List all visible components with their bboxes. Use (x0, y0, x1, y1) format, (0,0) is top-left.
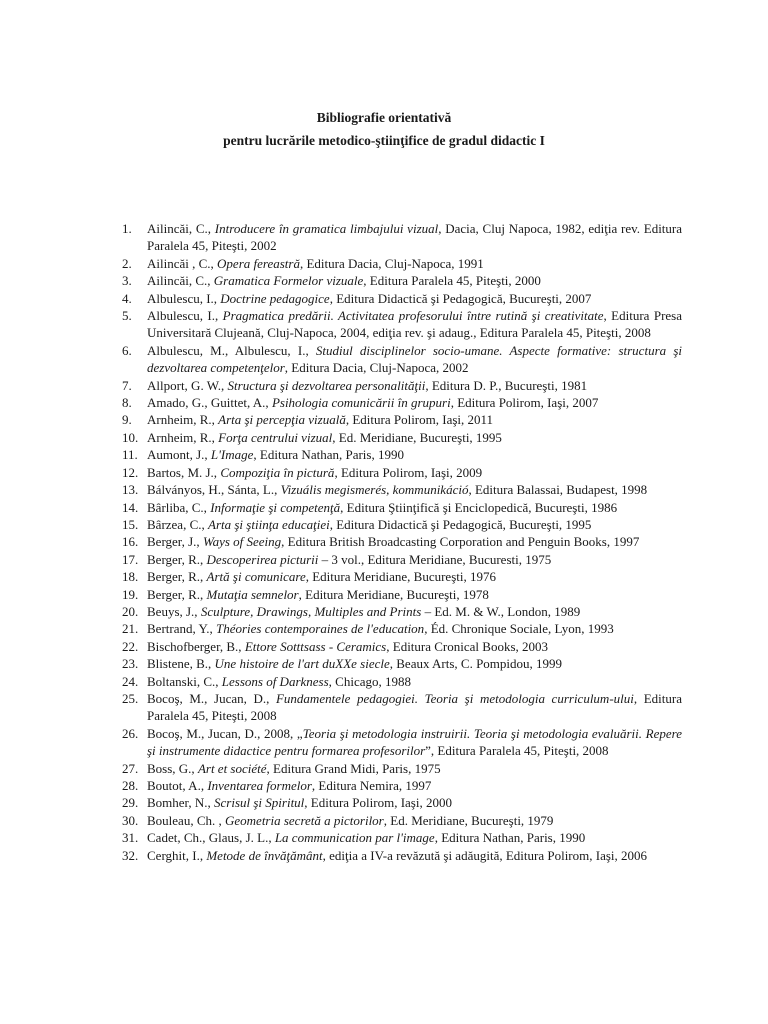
entry-text (147, 481, 682, 498)
entry-number: 27. (122, 760, 139, 776)
bibliography-entry (122, 377, 682, 394)
entry-author: Bârliba, C., (147, 499, 211, 515)
entry-number: 11. (122, 447, 138, 463)
bibliography-entry (122, 638, 682, 655)
document-title: Bibliografie orientativă (316, 110, 452, 125)
entry-number: 20. (122, 603, 139, 619)
entry-details: , Chicago, 1988 (328, 673, 411, 689)
entry-number: 2. (122, 255, 132, 271)
entry-number: 6. (122, 342, 132, 358)
entry-author: Ailincăi, C., (147, 221, 215, 236)
entry-author: Arnheim, R., (147, 429, 219, 445)
bibliography-entry (122, 794, 682, 811)
entry-text (147, 411, 682, 428)
entry-details: , Editura Didactică şi Pedagogică, Bucureşti, 2007 (329, 290, 592, 306)
bibliography-entry (122, 429, 682, 446)
entry-text (147, 220, 682, 255)
entry-details: , Éd. Chronique Sociale, Lyon, 1993 (424, 621, 614, 637)
entry-title: Opera fereastră (217, 255, 300, 271)
bibliography-entry (122, 586, 682, 603)
entry-number: 26. (122, 725, 139, 741)
entry-number: 29. (122, 795, 139, 811)
entry-details: , Editura Meridiane, Bucureşti, 1978 (298, 586, 489, 602)
entry-text (147, 255, 682, 272)
entry-text (147, 533, 682, 550)
entry-number: 13. (122, 482, 139, 498)
entry-author: Cadet, Ch., Glaus, J. L., (147, 830, 275, 846)
entry-text (147, 620, 682, 637)
bibliography-entry (122, 690, 682, 725)
entry-title: Lessons of Darkness (221, 673, 329, 689)
entry-details: , Editura Nemira, 1997 (311, 778, 432, 793)
entry-text (147, 655, 682, 672)
entry-number: 21. (122, 621, 139, 637)
bibliography-entry (122, 446, 682, 463)
bibliography-entry (122, 725, 682, 760)
entry-text (147, 446, 682, 463)
entry-text (147, 777, 682, 794)
entry-text (147, 516, 682, 533)
entry-author: Ailincăi , C., (147, 255, 218, 271)
entry-number: 5. (122, 308, 132, 324)
bibliography-entry (122, 464, 682, 481)
entry-title: Structura şi dezvoltarea personalităţii (227, 377, 426, 393)
entry-number: 14. (122, 499, 139, 515)
entry-details: , Editura Nathan, Paris, 1990 (434, 830, 586, 846)
bibliography-entry (122, 620, 682, 637)
entry-details: , Editura Polirom, Iaşi, 2007 (450, 395, 599, 411)
bibliography-entry (122, 551, 682, 568)
entry-author: Boutot, A., (147, 778, 208, 793)
entry-author: Berger, R., (147, 551, 207, 567)
bibliography-entry (122, 272, 682, 289)
bibliography-entry (122, 220, 682, 255)
entry-text (147, 673, 682, 690)
entry-details: , Editura Dacia, Cluj-Napoca, 1991 (299, 255, 484, 271)
entry-number: 31. (122, 830, 139, 846)
entry-number: 3. (122, 273, 132, 289)
entry-title: Gramatica Formelor vizuale (213, 273, 364, 289)
entry-text (147, 394, 682, 411)
entry-title: Scrisul şi Spiritul (214, 795, 305, 811)
entry-title: Art et société (197, 760, 267, 776)
entry-title: Teoria şi metodologia instruirii. Teoria şi metodologia evaluării. Repere şi instrumente didactice pentru formarea profesorilor (147, 725, 682, 759)
bibliography-entry (122, 411, 682, 428)
bibliography-entry (122, 342, 682, 377)
bibliography-entry (122, 829, 682, 846)
entry-title: Fundamentele pedagogiei. Teoria şi metodologia curriculum-ului (275, 690, 634, 706)
entry-text (147, 638, 682, 655)
entry-text (147, 568, 682, 585)
bibliography-entry (122, 499, 682, 516)
bibliography-entry (122, 255, 682, 272)
entry-text (147, 464, 682, 481)
entry-author: Bartos, M. J., (147, 464, 221, 480)
entry-details: , Editura Polirom, Iaşi, 2011 (345, 412, 494, 428)
entry-author: Berger, J., (147, 534, 203, 550)
entry-number: 32. (122, 847, 139, 863)
entry-details: , Editura Grand Midi, Paris, 1975 (266, 760, 441, 776)
entry-details: , Editura Dacia, Cluj-Napoca, 2002 (284, 360, 469, 376)
entry-title: Vizuális megismerés, kommunikáció (280, 482, 469, 498)
entry-details: , Ed. Meridiane, Bucureşti, 1995 (332, 429, 502, 445)
entry-title: Compoziţia în pictură (220, 464, 335, 480)
entry-author: Ailincăi, C., (147, 273, 214, 289)
entry-details: , Editura British Broadcasting Corporation and Penguin Books, 1997 (281, 534, 640, 550)
entry-title: Introducere în gramatica limbajului vizual (214, 221, 439, 236)
bibliography-entry (122, 760, 682, 777)
entry-number: 9. (122, 412, 132, 428)
entry-number: 15. (122, 516, 139, 532)
entry-details: , Ed. Meridiane, Bucureşti, 1979 (383, 812, 554, 828)
entry-author: Allport, G. W., (147, 377, 228, 393)
entry-details: – 3 vol., Editura Meridiane, Bucuresti, 1975 (318, 551, 552, 567)
bibliography-entry (122, 655, 682, 672)
bibliography-entry (122, 516, 682, 533)
entry-author: Bomher, N., (147, 795, 214, 811)
bibliography-entry (122, 290, 682, 307)
entry-number: 18. (122, 569, 139, 585)
entry-title: Geometria secretă a pictorilor (225, 812, 384, 828)
entry-author: Bârzea, C., (147, 516, 209, 532)
entry-details: ”, Editura Paralela 45, Piteşti, 2008 (425, 743, 609, 759)
entry-text (147, 794, 682, 811)
entry-number: 24. (122, 673, 139, 689)
bibliography-entry (122, 568, 682, 585)
entry-number: 23. (122, 656, 139, 672)
entry-text (147, 377, 682, 394)
document-subtitle: pentru lucrările metodico-ştiinţifice de gradul didactic I (223, 133, 545, 148)
entry-details: , Dacia, Cluj Napoca, 1982, ediţia rev. Editura Paralela 45, Piteşti, 2002 (147, 221, 683, 254)
entry-number: 7. (122, 377, 132, 393)
entry-text (147, 551, 682, 568)
entry-title: Metode de învăţământ (206, 847, 323, 863)
entry-number: 19. (122, 586, 139, 602)
entry-title: Pragmatica predării. Activitatea profesorului între rutină şi creativitate (222, 308, 604, 324)
entry-title: Une histoire de l'art duXXe siecle (214, 656, 390, 672)
entry-number: 25. (122, 690, 139, 706)
bibliography-list (122, 220, 682, 864)
entry-author: Boss, G., (147, 760, 198, 776)
entry-title: Informaţie şi competenţă (210, 499, 341, 515)
entry-author: Bertrand, Y., (147, 621, 216, 637)
entry-number: 4. (122, 290, 132, 306)
entry-author: Albulescu, M., Albulescu, I., (147, 342, 316, 358)
entry-text (147, 499, 682, 516)
entry-details: , Editura Paralela 45, Piteşti, 2000 (363, 273, 541, 289)
entry-title: Mutaţia semnelor (206, 586, 299, 602)
bibliography-entry (122, 307, 682, 342)
entry-author: Bocoş, M., Jucan, D., (147, 690, 276, 706)
entry-author: Bischofberger, B., (147, 638, 245, 654)
entry-author: Arnheim, R., (147, 412, 219, 428)
entry-text (147, 812, 682, 829)
entry-text (147, 429, 682, 446)
entry-title: Arta şi ştiinţa educaţiei (208, 516, 330, 532)
bibliography-entry (122, 812, 682, 829)
entry-title: Inventarea formelor (207, 778, 312, 793)
entry-title: Arta şi percepţia vizuală (218, 412, 346, 428)
entry-title: Studiul disciplinelor socio-umane. Aspecte formative: structura şi dezvoltarea competenţelor (147, 342, 682, 376)
entry-details: , Editura Didactică şi Pedagogică, Bucureşti, 1995 (329, 516, 592, 532)
entry-number: 30. (122, 812, 139, 828)
entry-details: , Editura Ştiinţifică şi Enciclopedică, Bucureşti, 1986 (340, 499, 618, 515)
entry-author: Albulescu, I., (147, 290, 221, 306)
entry-title: Ettore Sotttsass - Ceramics (244, 638, 387, 654)
entry-text (147, 760, 682, 777)
entry-title: Théories contemporaines de l'education (215, 621, 425, 637)
entry-number: 16. (122, 534, 139, 550)
entry-title: Doctrine pedagogice (220, 290, 330, 306)
entry-details: , Editura Meridiane, Bucureşti, 1976 (305, 569, 496, 585)
bibliography-entry (122, 481, 682, 498)
entry-details: , Editura Polirom, Iaşi, 2000 (304, 795, 452, 811)
entry-details: , ediţia a IV-a revăzută şi adăugită, Editura Polirom, Iaşi, 2006 (322, 847, 648, 863)
entry-author: Amado, G., Guittet, A., (147, 395, 272, 411)
entry-title: Ways of Seeing (202, 534, 282, 550)
entry-number: 8. (122, 395, 132, 411)
entry-author: Berger, R., (147, 586, 207, 602)
entry-details: , Editura Presa Universitară Clujeană, Cluj-Napoca, 2004, ediţia rev. şi adaug., Editura Paralela 45, Piteşti, 2008 (147, 308, 682, 341)
entry-text (147, 290, 682, 307)
entry-number: 1. (122, 221, 132, 236)
entry-author: Aumont, J., (147, 447, 211, 463)
bibliography-entry (122, 603, 682, 620)
entry-details: , Editura Cronical Books, 2003 (386, 638, 549, 654)
entry-number: 17. (122, 551, 139, 567)
entry-title: Psihologia comunicării în grupuri (271, 395, 451, 411)
entry-author: Beuys, J., (147, 603, 201, 619)
entry-author: Berger, R., (147, 569, 207, 585)
bibliography-entry (122, 777, 682, 794)
entry-text (147, 829, 682, 846)
entry-details: – Ed. M. & W., London, 1989 (421, 603, 581, 619)
entry-text (147, 847, 682, 864)
entry-author: Bouleau, Ch. , (147, 812, 225, 828)
entry-details: , Editura D. P., Bucureşti, 1981 (425, 377, 588, 393)
bibliography-entry (122, 533, 682, 550)
entry-title: Forţa centrului vizual (218, 429, 333, 445)
entry-author: Bocoş, M., Jucan, D., 2008, „ (147, 725, 303, 741)
entry-title: L'Image (210, 447, 254, 463)
bibliography-entry (122, 847, 682, 864)
entry-title: Artă şi comunicare (206, 569, 306, 585)
entry-author: Blistene, B., (147, 656, 215, 672)
entry-number: 10. (122, 429, 139, 445)
bibliography-entry (122, 673, 682, 690)
entry-text (147, 603, 682, 620)
entry-number: 12. (122, 464, 139, 480)
entry-title: Descoperirea picturii (206, 551, 319, 567)
entry-text (147, 307, 682, 342)
entry-text (147, 725, 682, 760)
entry-text (147, 272, 682, 289)
entry-details: , Beaux Arts, C. Pompidou, 1999 (389, 656, 563, 672)
entry-text (147, 690, 682, 725)
entry-details: , Editura Nathan, Paris, 1990 (253, 447, 404, 463)
entry-number: 28. (122, 778, 139, 793)
entry-title: La communication par l'image (274, 830, 435, 846)
entry-details: , Editura Balassai, Budapest, 1998 (468, 482, 648, 498)
entry-title: Sculpture, Drawings, Multiples and Prints (200, 603, 422, 619)
entry-author: Bálványos, H., Sánta, L., (147, 482, 281, 498)
entry-number: 22. (122, 638, 139, 654)
entry-author: Albulescu, I., (147, 308, 223, 324)
entry-author: Boltanski, C., (147, 673, 222, 689)
entry-author: Cerghit, I., (147, 847, 207, 863)
entry-details: , Editura Paralela 45, Piteşti, 2008 (147, 690, 682, 724)
entry-details: , Editura Polirom, Iaşi, 2009 (334, 464, 483, 480)
entry-text (147, 586, 682, 603)
entry-text (147, 342, 682, 377)
bibliography-entry (122, 394, 682, 411)
